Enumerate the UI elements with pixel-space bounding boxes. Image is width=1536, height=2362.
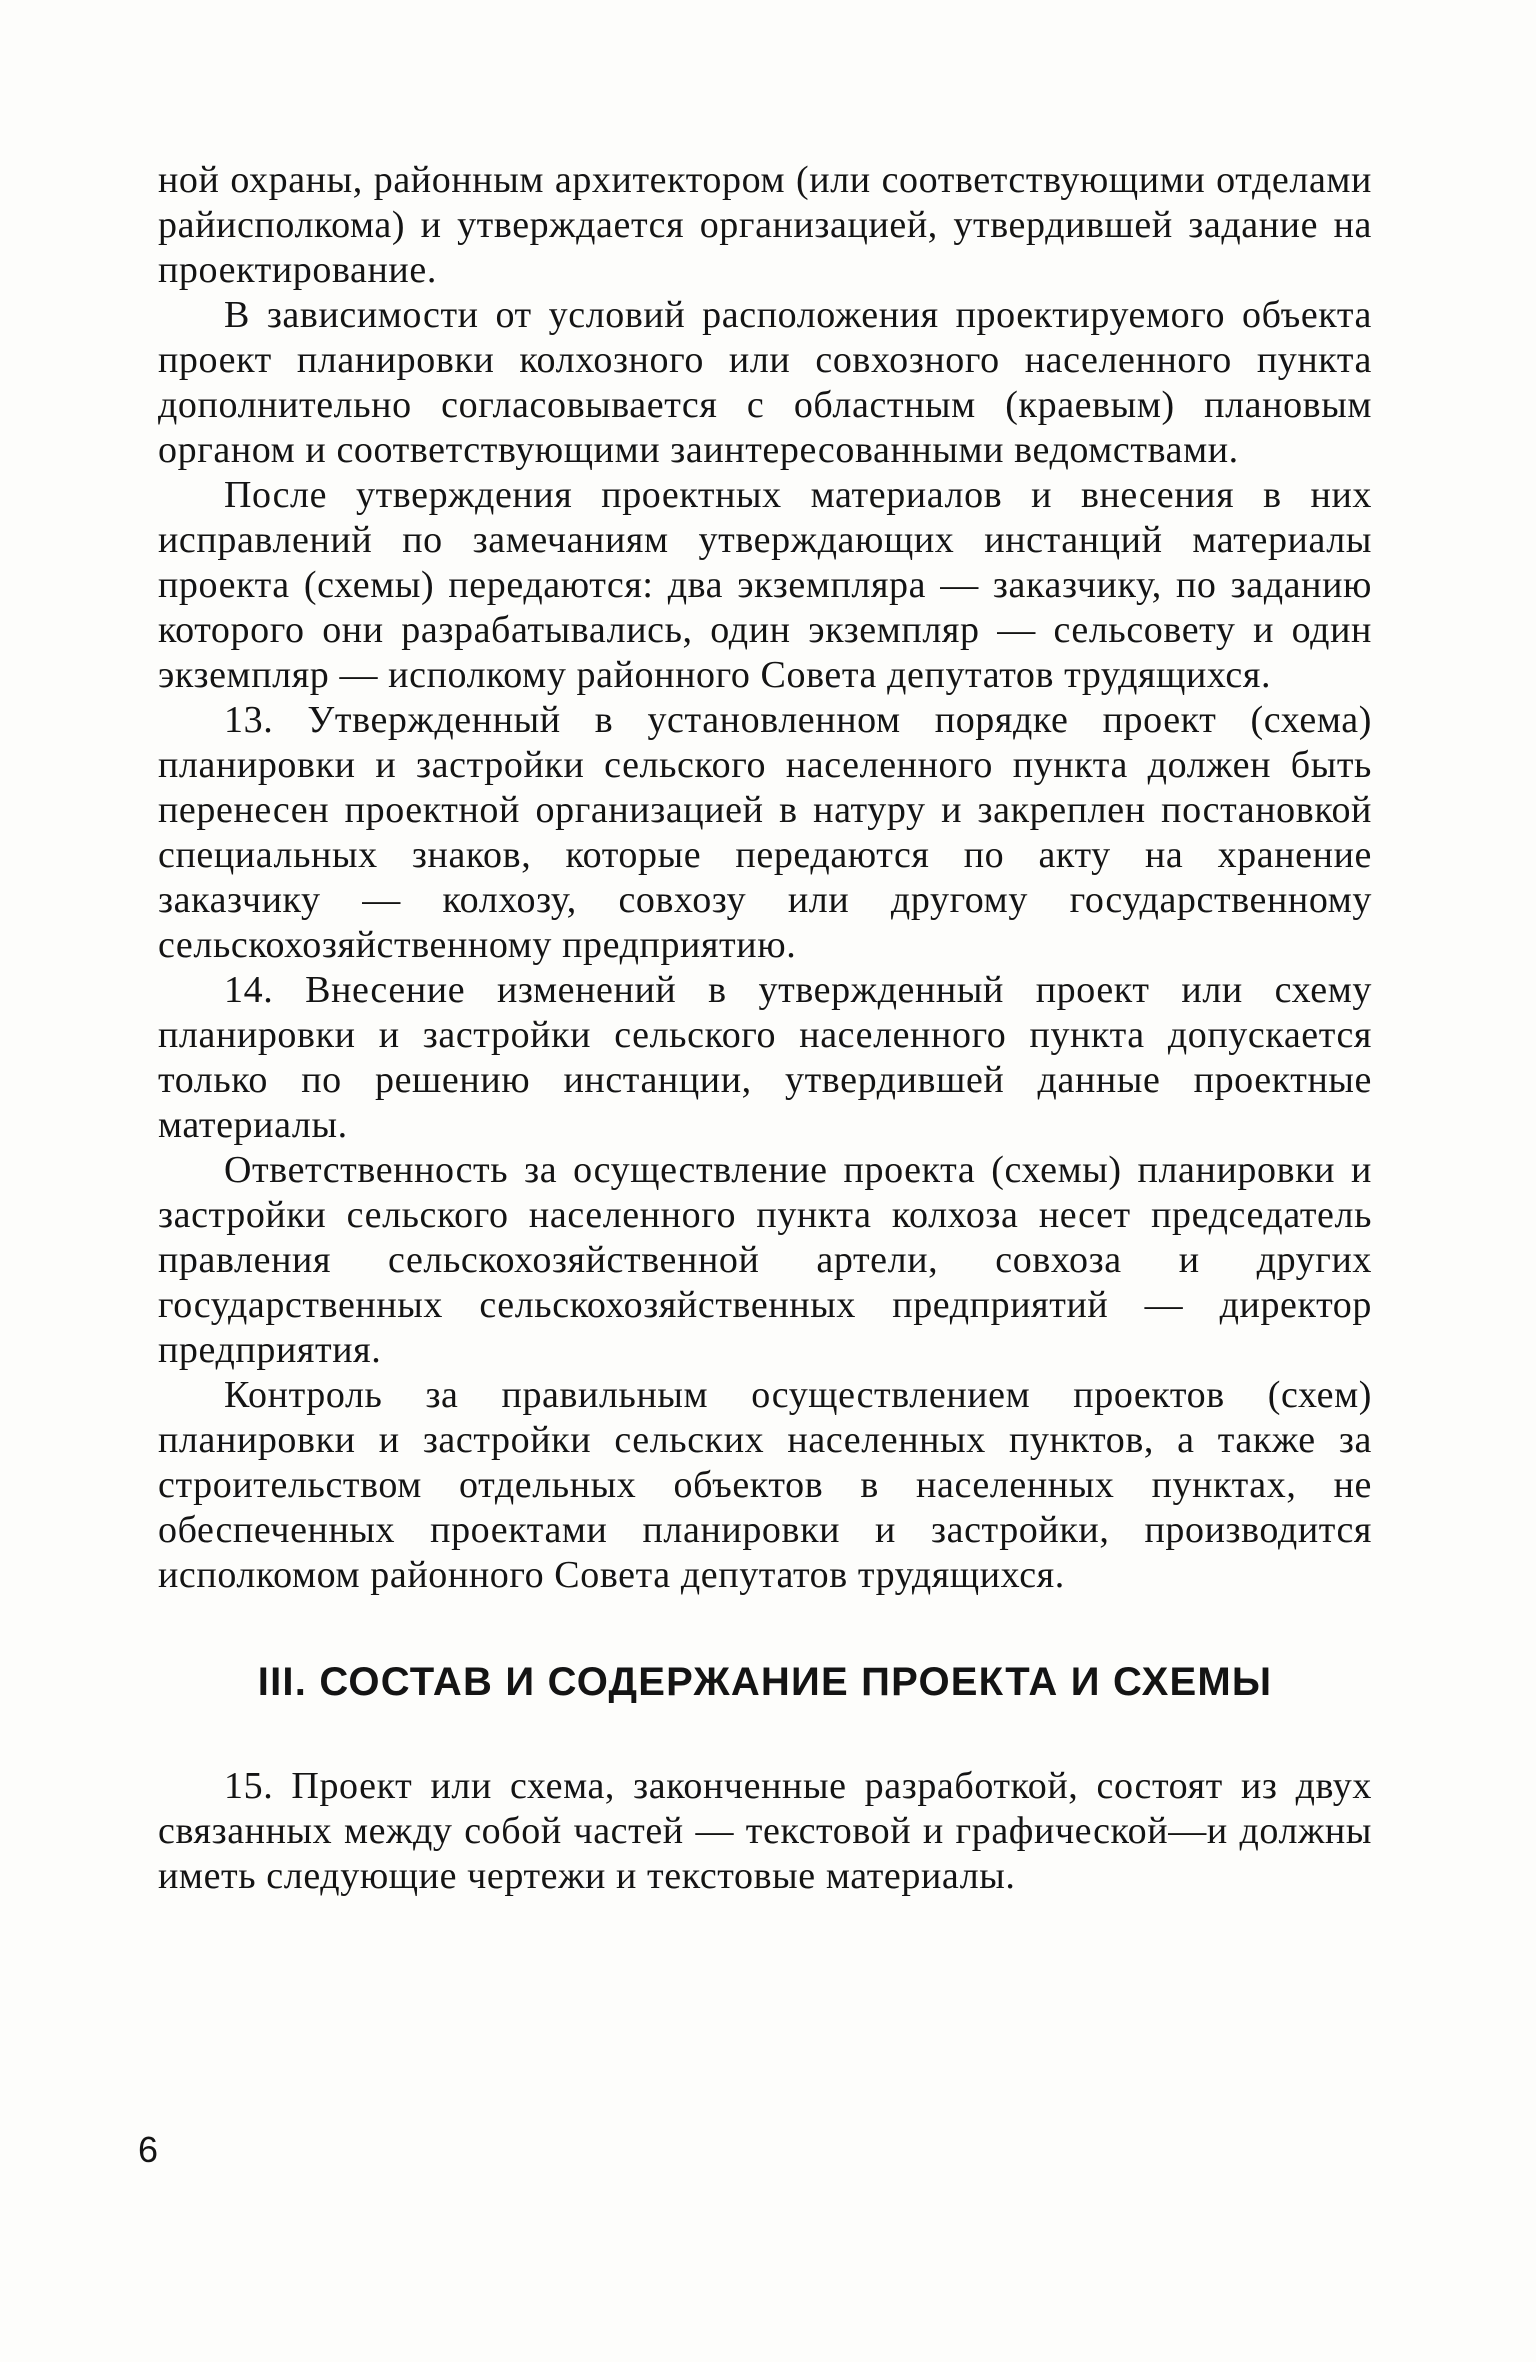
paragraph-continuation: ной охраны, районным архитектором (или соответствующими отделами райисполкома) и утверждается организацией, утвердившей задание на проектирование.: [158, 159, 1372, 291]
paragraph-responsibility: Ответственность за осуществление проекта (схемы) планировки и застройки сельского населенного пункта колхоза несет председатель правления сельскохозяйственной артели, совхоза и других государственных сельскохозяйственных предприятий — директор предприятия.: [158, 1149, 1372, 1371]
paragraph-control: Контроль за правильным осуществлением проектов (схем) планировки и застройки сельских населенных пунктов, а также за строительством отдельных объектов в населенных пунктах, не обеспеченных проектами планировки и застройки, производится исполкомом районного Совета депутатов трудящихся.: [158, 1374, 1372, 1596]
paragraph-after-approval: После утверждения проектных материалов и внесения в них исправлений по замечаниям утверждающих инстанций материалы проекта (схемы) передаются: два экземпляра — заказчику, по заданию которого они разрабатывались, один экземпляр — сельсовету и один экземпляр — исполкому районного Совета депутатов трудящихся.: [158, 474, 1372, 696]
page-number: 6: [138, 2129, 159, 2170]
section-heading: III. СОСТАВ И СОДЕРЖАНИЕ ПРОЕКТА И СХЕМЫ: [257, 1660, 1273, 1704]
paragraph-item-13: 13. Утвержденный в установленном порядке проект (схема) планировки и застройки сельского населенного пункта должен быть перенесен проектной организацией в натуру и закреплен постановкой специальных знаков, которые передаются по акту на хранение заказчику — колхозу, совхозу или другому государственному сельскохозяйственному предприятию.: [158, 699, 1372, 966]
paragraph-coordination: В зависимости от условий расположения проектируемого объекта проект планировки колхозного или совхозного населенного пункта дополнительно согласовывается с областным (краевым) плановым органом и соответствующими заинтересованными ведомствами.: [158, 294, 1372, 471]
page-text-block: [158, 158, 1372, 1899]
paragraph-item-14: 14. Внесение изменений в утвержденный проект или схему планировки и застройки сельского населенного пункта допускается только по решению инстанции, утвердившей данные проектные материалы.: [158, 969, 1372, 1146]
paragraph-item-15: 15. Проект или схема, законченные разработкой, состоят из двух связанных между собой частей — текстовой и графической—и должны иметь следующие чертежи и текстовые материалы.: [158, 1765, 1372, 1897]
